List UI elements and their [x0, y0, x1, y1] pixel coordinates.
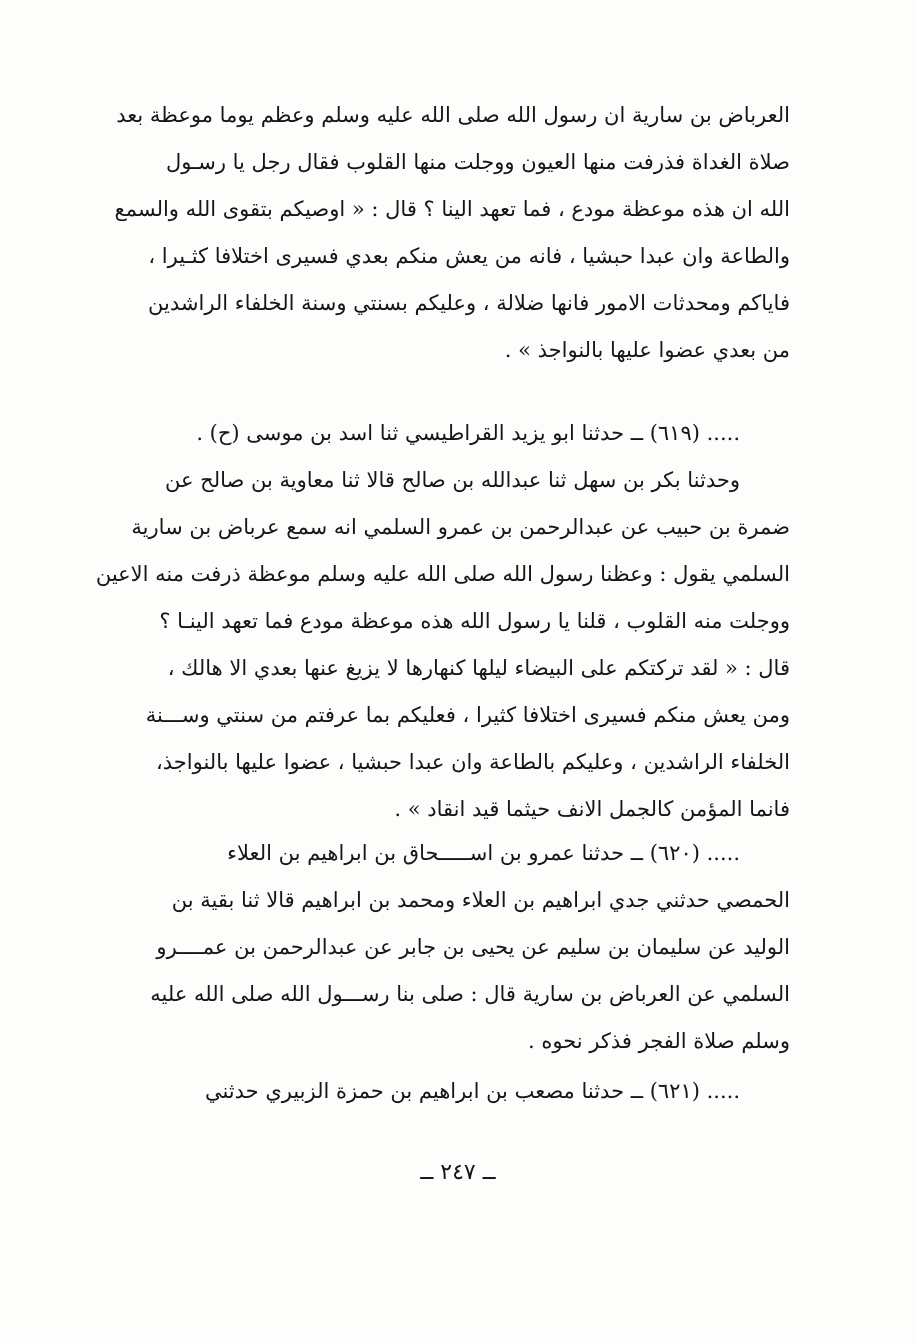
paragraph-hadith-619 [78, 410, 790, 833]
hadith-heading-line: ..... (٦٢١) ــ حدثنا مصعب بن ابراهيم بن حمزة الزبيري حدثني [204, 1079, 740, 1103]
text-line: قال : « لقد تركتكم على البيضاء ليلها كنهارها لا يزيغ عنها بعدي الا هالك ، [167, 656, 790, 680]
text-line: وحدثنا بكر بن سهل ثنا عبدالله بن صالح قالا ثنا معاوية بن صالح عن [164, 468, 740, 492]
text-line: ووجلت منه القلوب ، قلنا يا رسول الله هذه موعظة مودع فما تعهد الينـا ؟ [159, 609, 790, 633]
text-line: والطاعة وان عبدا حبشيا ، فانه من يعش منكم بعدي فسيرى اختلافا كثـيرا ، [148, 244, 790, 268]
paragraph-hadith-621 [78, 1068, 790, 1115]
text-line: ضمرة بن حبيب عن عبدالرحمن بن عمرو السلمي انه سمع عرباض بن سارية [131, 515, 790, 539]
text-line: السلمي عن العرباض بن سارية قال : صلى بنا رســـول الله صلى الله عليه [150, 982, 790, 1006]
text-line: الله ان هذه موعظة مودع ، فما تعهد الينا ؟ قال : « اوصيكم بتقوى الله والسمع [114, 197, 790, 221]
paragraph-hadith-continuation [78, 92, 790, 374]
text-line: الحمصي حدثني جدي ابراهيم بن العلاء ومحمد بن ابراهيم قالا ثنا بقية بن [171, 888, 790, 912]
text-line: الوليد عن سليمان بن سليم عن يحيى بن جابر عن عبدالرحمن بن عمــــرو [156, 935, 790, 959]
hadith-heading-line: ..... (٦١٩) ــ حدثنا ابو يزيد القراطيسي ثنا اسد بن موسى (ح) . [196, 421, 740, 445]
text-line: فاياكم ومحدثات الامور فانها ضلالة ، وعليكم بسنتي وسنة الخلفاء الراشدين [148, 291, 790, 315]
text-line: وسلم صلاة الفجر فذكر نحوه . [528, 1029, 790, 1053]
hadith-heading-line: ..... (٦٢٠) ــ حدثنا عمرو بن اســـــحاق بن ابراهيم بن العلاء [227, 841, 740, 865]
text-line: السلمي يقول : وعظنا رسول الله صلى الله عليه وسلم موعظة ذرفت منه الاعين [95, 562, 790, 586]
page-number: ــ ٢٤٧ ــ [420, 1160, 496, 1185]
text-line: صلاة الغداة فذرفت منها العيون ووجلت منها القلوب فقال رجل يا رسـول [165, 150, 790, 174]
text-line: ومن يعش منكم فسيرى اختلافا كثيرا ، فعليكم بما عرفتم من سنتي وســـنة [145, 703, 790, 727]
paragraph-hadith-620 [78, 830, 790, 1065]
text-line: من بعدي عضوا عليها بالنواجذ » . [504, 338, 790, 362]
text-line: العرباض بن سارية ان رسول الله صلى الله عليه وسلم وعظم يوما موعظة بعد [116, 103, 790, 127]
text-line: الخلفاء الراشدين ، وعليكم بالطاعة وان عبدا حبشيا ، عضوا عليها بالنواجذ، [156, 750, 790, 774]
text-line: فانما المؤمن كالجمل الانف حيثما قيد انقاد » . [394, 797, 790, 821]
